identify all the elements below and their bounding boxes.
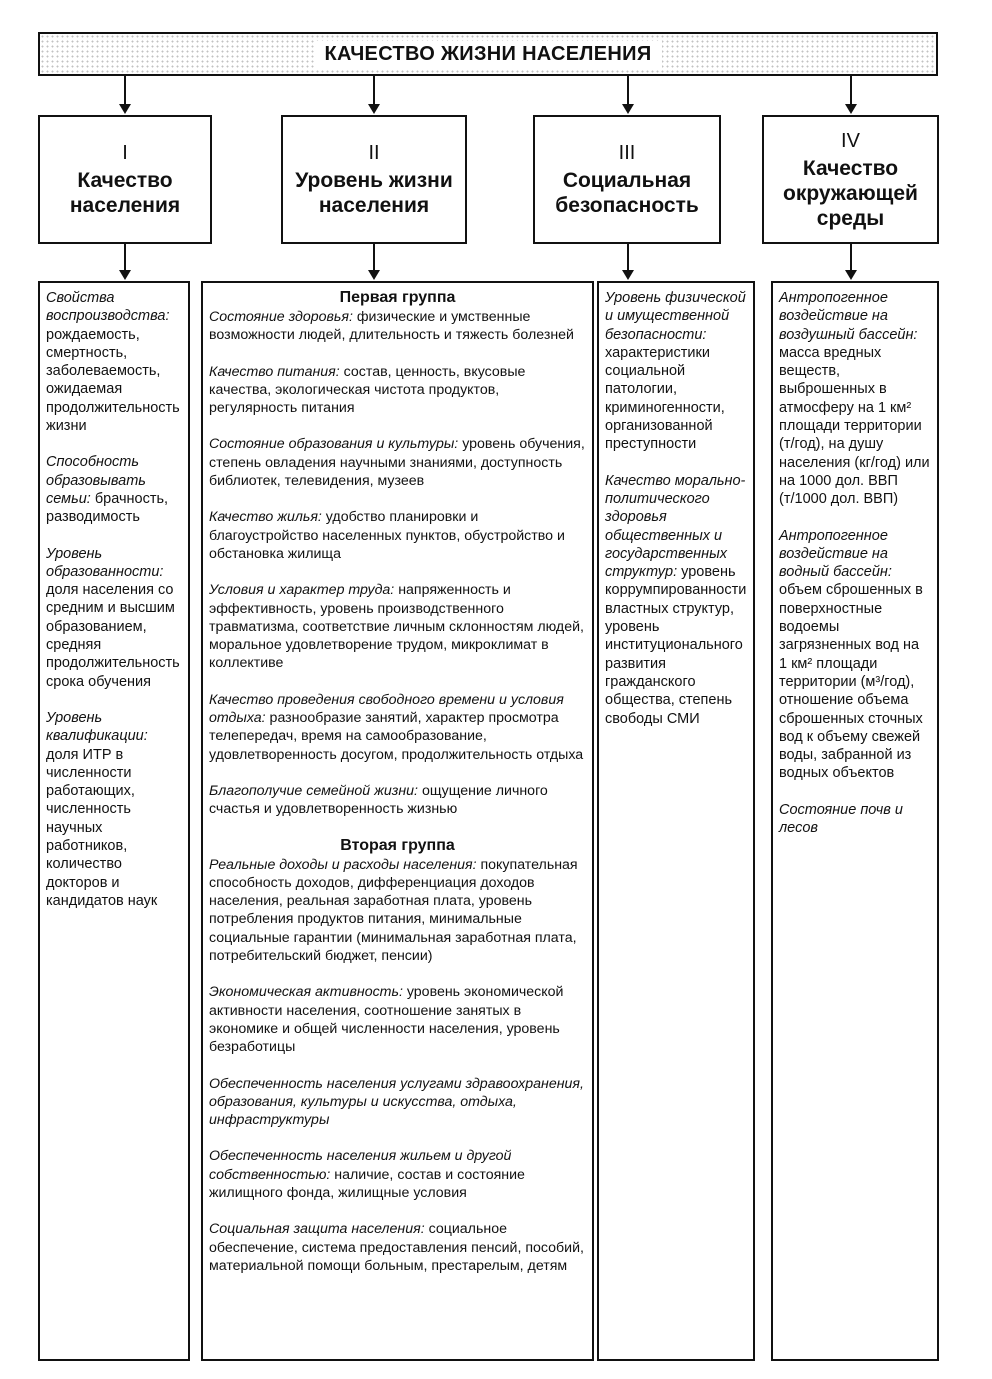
list-item: Экономическая активность: уровень экономической активности населения, соотношение занятых в экономике и общей численности населения, уровень безработицы (209, 984, 564, 1056)
list-item: Условия и характер труда: напряженность и эффективность, уровень производственного травматизма, соответствие личным склонностям людей, моральное удовлетворение трудом, микроклимат в коллективе (209, 582, 584, 672)
category-2-box (281, 115, 467, 244)
group-2-heading: Вторая группа (340, 836, 455, 854)
list-item: Обеспеченность населения услугами здравоохранения, образования, культуры и искусства, отдыха, инфраструктуры (209, 1075, 584, 1129)
title-box (38, 32, 938, 76)
category-1-label: Качество населения (69, 169, 181, 217)
column-2-details (201, 281, 594, 1361)
group-1-heading: Первая группа (339, 289, 456, 306)
list-item: Антропогенное воздействие на воздушный бассейн: масса вредных веществ, выброшенных в атмосферу на 1 км² площади территории (т/год), на душу населения (кг/год) или на 1000 дол. ВВП (т/1000 дол. ВВП) (779, 290, 930, 508)
list-item: Уровень физической и имущественной безопасности: характеристики социальной патологии, криминогенности, организованной преступности (605, 290, 746, 453)
category-2-number: II (368, 142, 380, 164)
list-item: Состояние образования и культуры: уровень обучения, степень овладения научными знаниями, доступность библиотек, телевидения, музеев (209, 436, 585, 490)
list-item: Антропогенное воздействие на водный бассейн: объем сброшенных в поверхностные водоемы загрязненных вод на 1 км² площади территории (м³/год), отношение объема сброшенных сточных вод к объему свежей воды, забранной из водных объектов (779, 527, 923, 782)
column-3-details (597, 281, 755, 1361)
list-item: Качество жилья: удобство планировки и благоустройство населенных пунктов, обустройство и обстановка жилища (209, 509, 565, 562)
list-item: Уровень образованности: доля населения со средним и высшим образованием, средняя продолжительность срока обучения (46, 545, 180, 690)
diagram-title: КАЧЕСТВО ЖИЗНИ НАСЕЛЕНИЯ (314, 41, 661, 68)
list-item: Уровень квалификации: доля ИТР в численности работающих, численность научных работников, количество докторов и кандидатов наук (46, 709, 158, 909)
category-3-box (533, 115, 721, 244)
list-item: Способность образовывать семьи: брачность, разводимость (46, 454, 169, 526)
category-1-box (38, 115, 212, 244)
category-3-label: Социальная безопасность (555, 169, 699, 217)
category-2-label: Уровень жизни населения (295, 169, 453, 217)
category-1-number: I (122, 142, 128, 164)
list-item: Свойства воспроизводства: рождаемость, смертность, заболеваемость, ожидаемая продолжительность жизни (46, 290, 180, 435)
category-4-box (762, 115, 939, 244)
list-item: Социальная защита населения: социальное обеспечение, система предоставления пенсий, пособий, материальной помощи больным, престарелым, детям (209, 1221, 584, 1274)
category-3-number: III (618, 142, 636, 164)
column-4-details (771, 281, 939, 1361)
category-4-number: IV (841, 129, 860, 152)
list-item: Качество проведения свободного времени и условия отдыха: разнообразие занятий, характер просмотра телепередач, время на самообразование, удовлетворенность досугом, продолжительность отдыха (209, 691, 584, 763)
list-item: Качество питания: состав, ценность, вкусовые качества, экологическая чистота продуктов, регулярность питания (209, 363, 526, 417)
list-item: Благополучие семейной жизни: ощущение личного счастья и удовлетворенность жизнью (209, 782, 548, 818)
list-item: Состояние здоровья: физические и умственные возможности людей, длительность и тяжесть болезней (209, 309, 574, 344)
category-4-label: Качество окружающей среды (783, 156, 918, 230)
list-item: Состояние почв и лесов (779, 801, 903, 837)
list-item: Качество морально-политического здоровья общественных и государственных структур: уровень коррумпированности властных структур, уровень институционального развития гражданского общества, степень свободы СМИ (605, 472, 747, 727)
list-item: Обеспеченность населения жильем и другой собственностью: наличие, состав и состояние жилищного фонда, жилищные условия (209, 1148, 525, 1201)
column-1-details (38, 281, 190, 1361)
list-item: Реальные доходы и расходы населения: покупательная способность доходов, дифференциация доходов населения, реальная заработная плата, уровень потребления продуктов питания, минимальные социальные гарантии (минимальная заработная плата, потребительский бюджет, пенсии) (209, 856, 578, 965)
